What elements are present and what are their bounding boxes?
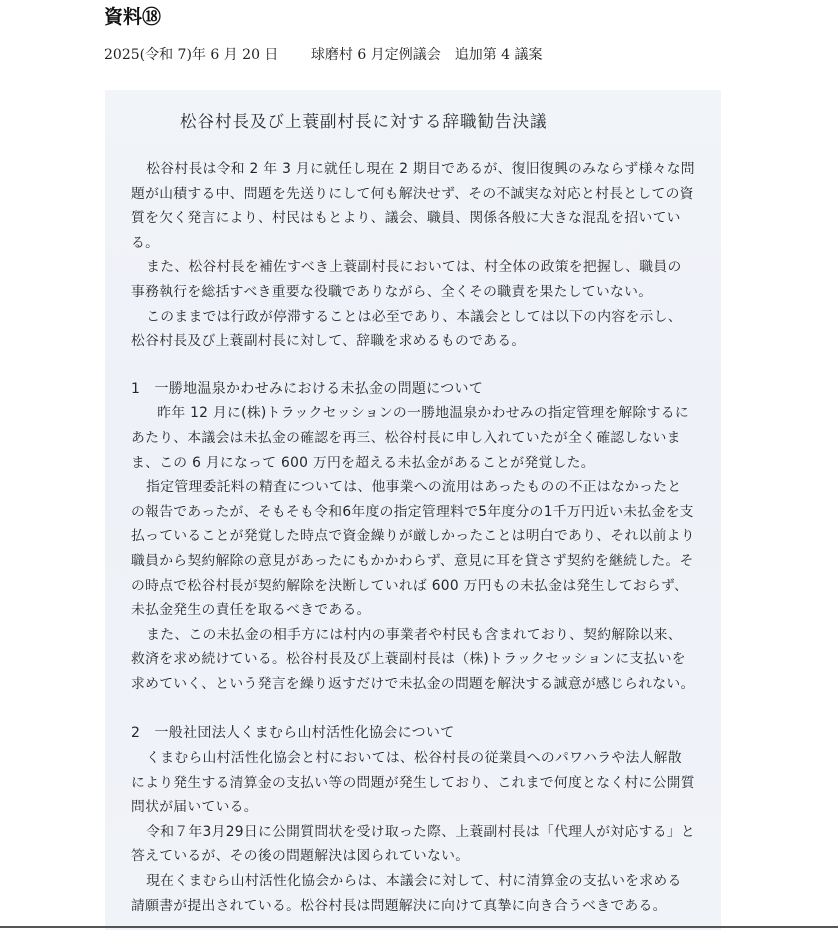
section-paragraph: くまむら山村活性化協会と村においては、松谷村長の従業員へのパワハラや法人解散により発生する清算金の支払い等の問題が発生しており、これまで何度となく村に公開質問状が届いている。 (131, 750, 695, 816)
meeting-name: 球磨村 6 月定例議会 追加第 4 議案 (310, 47, 543, 63)
intro-paragraph: このままでは行政が停滞することは必至であり、本議会としては以下の内容を示し、松谷村長及び上蓑副村長に対して、辞職を求めるものである。 (131, 308, 682, 350)
section-paragraph: 指定管理委託料の精査については、他事業への流用はあったものの不正はなかったとの報告であったが、そもそも令和6年度の指定管理料で5年度分の1千万円近い未払金を支払っていることが発覚した時点で資金繰りが厳しかったことは明白であり、それ以前より職員から契約解除の意見があったにもかかわらず、意見に耳を貸さず契約を継続した。その時点で松谷村長が契約解除を決断していれば 600 万円もの未払金は発生しておらず、未払金発生の責任を取るべきである。 (131, 479, 695, 619)
page-title: 資料⑱ (104, 6, 162, 28)
scanned-resolution-document (105, 90, 721, 930)
section-2 (131, 721, 695, 918)
section-1 (131, 377, 695, 697)
section-heading: 2 一般社団法人くまむら山村活性化協会について (131, 725, 455, 742)
section-paragraph: 昨年 12 月に(株)トラックセッションの一勝地温泉かわせみの指定管理を解除するにあたり、本議会は未払金の確認を再三、松谷村長に申し入れていたが全く確認しないまま、この 6 月になって 600 万円を超える未払金があることが発覚した。 (131, 405, 689, 471)
section-paragraph: 現在くまむら山村活性化協会からは、本議会に対して、村に清算金の支払いを求める請願書が提出されている。松谷村長は問題解決に向けて真摯に向き合うべきである。 (131, 873, 682, 914)
section-paragraph: また、この未払金の相手方には村内の事業者や村民も含まれており、契約解除以来、救済を求め続けている。松谷村長及び上蓑副村長は（株)トラックセッションに支払いを求めていく、という発言を繰り返すだけで未払金の問題を解決する誠意が感じられない。 (131, 626, 695, 692)
resolution-intro (131, 157, 695, 354)
meeting-date: 2025(令和 7)年 6 月 20 日 (104, 47, 279, 63)
meeting-info (104, 44, 543, 64)
section-heading: 1 一勝地温泉かわせみにおける未払金の問題について (131, 380, 484, 397)
intro-paragraph: 松谷村長は令和 2 年 3 月に就任し現在 2 期目であるが、復旧復興のみならず様々な問題が山積する中、問題を先送りにして何も解決せず、その不誠実な対応と村長としての資質を欠く発言により、村民はもとより、議会、職員、関係各般に大きな混乱を招いている。 (131, 161, 695, 251)
resolution-title: 松谷村長及び上蓑副村長に対する辞職勧告決議 (180, 112, 548, 131)
section-paragraph: 令和７年3月29日に公開質問状を受け取った際、上蓑副村長は「代理人が対応する」と答えているが、その後の問題解決は図られていない。 (131, 823, 695, 865)
intro-paragraph: また、松谷村長を補佐すべき上蓑副村長においては、村全体の政策を把握し、職員の事務執行を総括すべき重要な役職でありながら、全くその職責を果たしていない。 (131, 259, 682, 300)
